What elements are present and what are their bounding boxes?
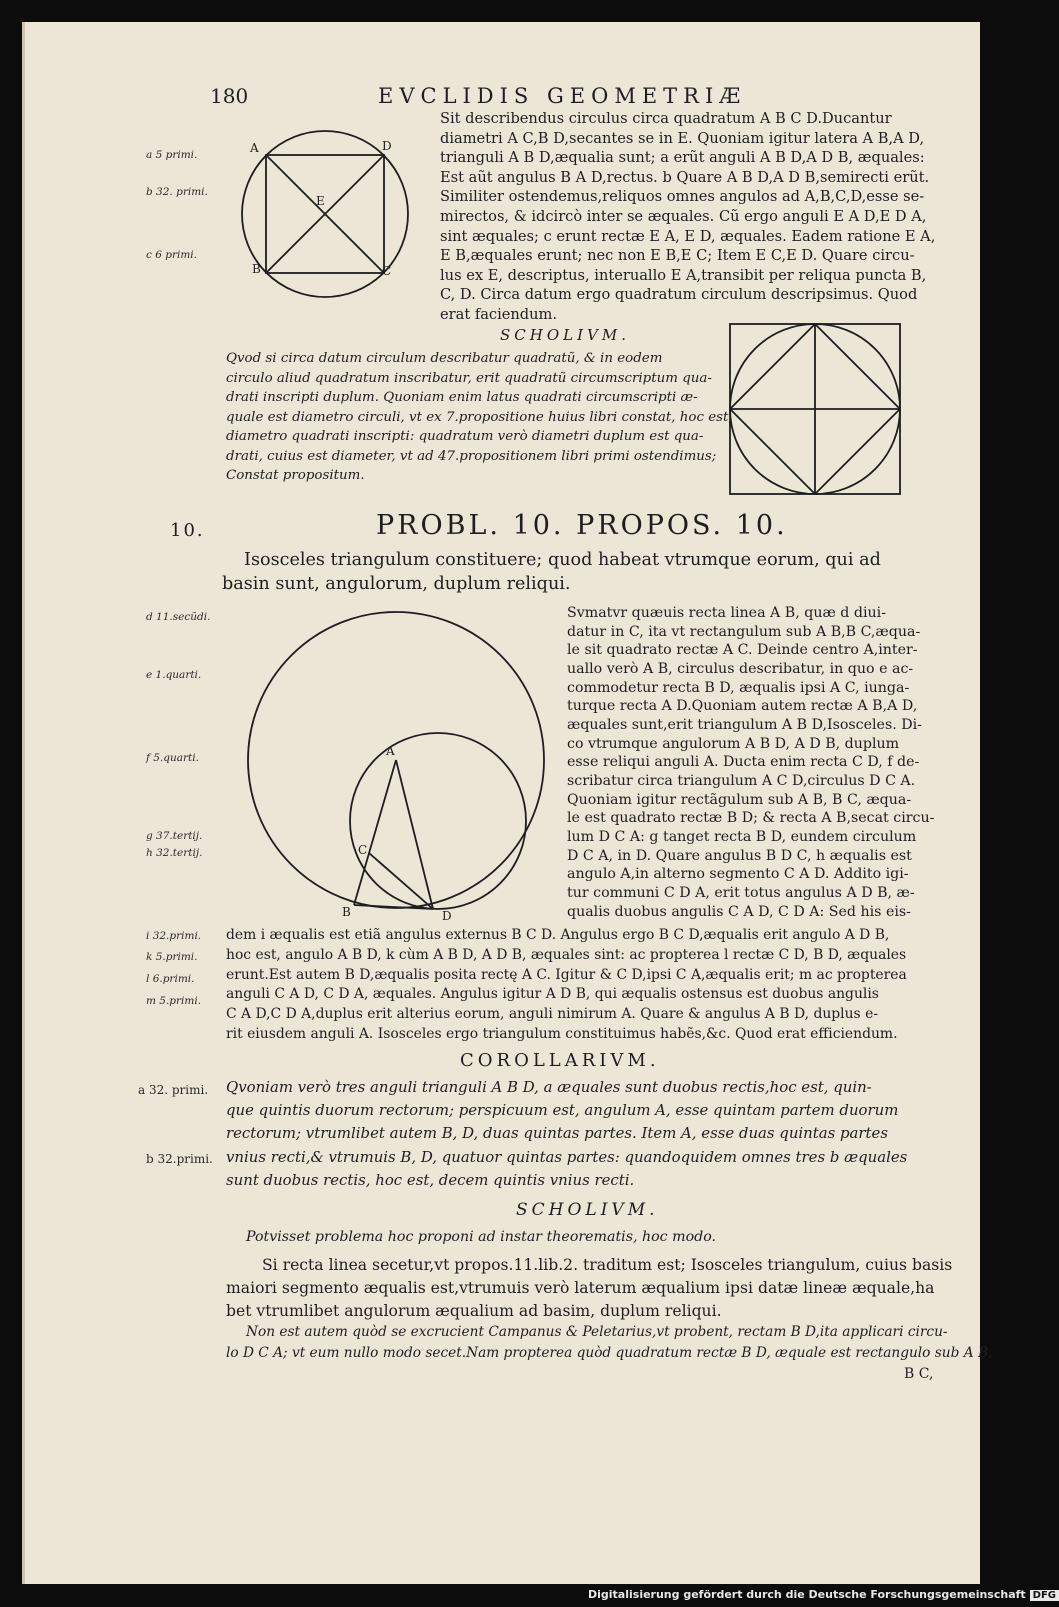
text-line: bet vtrumlibet angulorum æqualium ad basim, duplum reliqui.: [226, 1301, 722, 1320]
margin-note: b 32.primi.: [146, 1152, 213, 1166]
text-line: circulo aliud quadratum inscribatur, erit quadratũ circumscriptum qua-: [226, 370, 712, 386]
prop9-text: [440, 109, 935, 325]
margin-prop-number: 10.: [170, 520, 205, 541]
text-line: diametro quadrati inscripti: quadratum verò diametri duplum est qua-: [226, 429, 704, 444]
text-line: esse reliqui anguli A. Ducta enim recta C D, f de-: [567, 754, 920, 771]
text-line: lum D C A: g tanget recta B D, eundem circulum: [567, 828, 917, 845]
dfg-logo: DFG: [1030, 1590, 1059, 1601]
scholium2-text-cont: [226, 1277, 934, 1322]
text-line: sunt duobus rectis, hoc est, decem quintis vnius recti.: [226, 1170, 635, 1189]
scholium1-text: [226, 349, 733, 486]
text-line: diametri A C,B D,secantes se in E. Quoniam igitur latera A B,A D,: [440, 129, 925, 147]
text-line: C, D. Circa datum ergo quadratum circulum descripsimus. Quod: [440, 286, 918, 304]
figure-small-circle: [350, 733, 526, 909]
margin-note: g 37.tertij.: [146, 830, 203, 842]
point-label-a: A: [386, 744, 395, 758]
digitization-footer: [588, 1588, 1059, 1601]
page-number: 180: [210, 84, 249, 108]
text-line: Sit describendus circulus circa quadratum A B C D.Ducantur: [440, 110, 892, 127]
text-line: drati, cuius est diameter, vt ad 47.propositionem libri primi ostendimus;: [226, 448, 717, 464]
text-line: Qvod si circa datum circulum describatur quadratũ, & in eodem: [226, 351, 663, 366]
prop10-full-text: [226, 926, 907, 1045]
margin-note: c 6 primi.: [146, 249, 197, 261]
text-line: turque recta A D.Quoniam autem rectæ A B,A D,: [567, 698, 918, 715]
margin-note: h 32.tertij.: [146, 847, 203, 859]
running-title: EVCLIDIS GEOMETRIÆ: [378, 84, 747, 108]
scholium2-italic: [246, 1322, 948, 1343]
text-line: scribatur circa triangulum A C D,circulus D C A.: [567, 772, 916, 789]
point-label-e: E: [316, 194, 325, 208]
scholium-title: SCHOLIVM.: [516, 1200, 659, 1220]
text-line: Isosceles triangulum constituere; quod habeat vtrumque eorum, qui ad: [244, 550, 881, 570]
scholium2-italic-cont: [226, 1343, 992, 1364]
text-line: anguli C A D, C D A, æquales. Angulus igitur A D B, qui æqualis ostensus est duobus angulis: [226, 986, 879, 1003]
text-line: angulo A,in alterno segmento C A D. Addito igi-: [567, 866, 909, 883]
text-line: lus ex E, descriptus, interuallo E A,transibit per reliqua puncta B,: [440, 266, 927, 284]
text-line: vnius recti,& vtrumuis B, D, quatuor quintas partes: quandoquidem omnes tres b æquales: [226, 1147, 908, 1166]
text-line: le sit quadrato rectæ A C. Deinde centro A,inter-: [567, 642, 918, 659]
point-label-a: A: [250, 141, 259, 155]
enunciation-cont: [222, 572, 571, 596]
margin-note: b 32. primi.: [146, 186, 208, 198]
text-line: mirectos, & idcircò inter se æquales. Cũ ergo anguli E A D,E D A,: [440, 207, 927, 225]
corollary-title: COROLLARIVM.: [460, 1050, 660, 1071]
scholium2-text: [262, 1254, 952, 1277]
text-line: Potvisset problema hoc proponi ad instar theorematis, hoc modo.: [246, 1229, 717, 1245]
text-line: le est quadrato rectæ B D; & recta A B,secat circu-: [567, 810, 935, 827]
margin-note: m 5.primi.: [146, 995, 202, 1007]
text-line: Si recta linea secetur,vt propos.11.lib.2. traditum est; Isosceles triangulum, cuius basis: [262, 1256, 953, 1274]
text-line: que quintis duorum rectorum; perspicuum est, angulum A, esse quintam partem duorum: [226, 1101, 899, 1120]
text-line: Est aũt angulus B A D,rectus. b Quare A B D,A D B,semirecti erũt.: [440, 168, 930, 186]
text-line: drati inscripti duplum. Quoniam enim latus quadrati circumscripti æ-: [226, 390, 698, 405]
margin-note: a 32. primi.: [138, 1083, 209, 1097]
margin-note: d 11.secũdi.: [146, 611, 211, 623]
margin-note: e 1.quarti.: [146, 669, 202, 681]
point-label-c: C: [382, 264, 392, 278]
text-line: E B,æquales erunt; nec non E B,E C; Item E C,E D. Quare circu-: [440, 247, 915, 265]
text-line: rectorum; vtrumlibet autem B, D, duas quintas partes. Item A, esse duas quintas partes: [226, 1124, 888, 1143]
text-line: lo D C A; vt eum nullo modo secet.Nam propterea quòd quadratum rectæ B D, æquale est rectangulo sub A B,: [226, 1345, 993, 1361]
text-line: qualis duobus angulis C A D, C D A: Sed his eis-: [567, 903, 911, 920]
text-line: maiori segmento æqualis est,vtrumuis verò laterum æqualium ipsi datæ lineæ æquale,ha: [226, 1279, 935, 1297]
prop10-right-text: [567, 604, 934, 921]
text-line: Svmatvr quæuis recta linea A B, quæ d diui-: [567, 605, 886, 621]
text-line: basin sunt, angulorum, duplum reliqui.: [222, 574, 571, 594]
text-line: æquales sunt,erit triangulum A B D,Isosceles. Di-: [567, 716, 922, 733]
figure-squares-circle: [728, 322, 908, 502]
margin-note: l 6.primi.: [146, 973, 195, 985]
margin-note: a 5 primi.: [146, 149, 198, 161]
margin-note: i 32.primi.: [146, 930, 202, 942]
text-line: Non est autem quòd se excrucient Campanus & Peletarius,vt probent, rectam B D,ita applicari circu-: [246, 1324, 948, 1340]
text-line: Qvoniam verò tres anguli trianguli A B D, a æquales sunt duobus rectis,hoc est, quin-: [226, 1078, 872, 1096]
text-line: rit eiusdem anguli A. Isosceles ergo triangulum constituimus habẽs,&c. Quod erat efficiendum.: [226, 1025, 898, 1042]
point-label-b: B: [252, 262, 261, 276]
corollary-text: [226, 1076, 907, 1192]
point-label-d: D: [382, 139, 392, 153]
figure-circle-square: [230, 128, 430, 308]
section-heading: PROBL. 10. PROPOS. 10.: [376, 510, 788, 541]
text-line: Similiter ostendemus,reliquos omnes angulos ad A,B,C,D,esse se-: [440, 188, 925, 206]
text-line: sint æquales; c erunt rectæ E A, E D, æquales. Eadem ratione E A,: [440, 227, 936, 245]
text-line: datur in C, ita vt rectangulum sub A B,B C,æqua-: [567, 623, 921, 640]
margin-note: f 5.quarti.: [146, 752, 199, 764]
point-label-d: D: [442, 909, 452, 923]
text-line: Quoniam igitur rectãgulum sub A B, B C, æqua-: [567, 791, 912, 808]
catchword: B C,: [904, 1366, 934, 1382]
footer-text: Digitalisierung gefördert durch die Deutsche Forschungsgemeinschaft: [588, 1588, 1026, 1601]
text-line: trianguli A B D,æqualia sunt; a erũt anguli A B D,A D B, æquales:: [440, 149, 925, 167]
text-line: D C A, in D. Quare angulus B D C, h æqualis est: [567, 847, 912, 864]
text-line: Constat propositum.: [226, 468, 365, 483]
scholium-title: SCHOLIVM.: [500, 326, 630, 344]
text-line: uallo verò A B, circulus describatur, in quo e ac-: [567, 660, 914, 677]
text-line: C A D,C D A,duplus erit alterius eorum, anguli nimirum A. Quare & angulus A B D, duplus e-: [226, 1006, 879, 1023]
point-label-b: B: [342, 905, 351, 919]
text-line: quale est diametro circuli, vt ex 7.propositione huius libri constat, hoc est,: [226, 409, 733, 425]
text-line: hoc est, angulo A B D, k cùm A B D, A D B, æquales sint: ac propterea l rectæ C D, B D, æquales: [226, 946, 907, 963]
text-line: tur communi C D A, erit totus angulus A D B, æ-: [567, 884, 915, 901]
margin-note: k 5.primi.: [146, 951, 198, 963]
text-line: commodetur recta B D, æqualis ipsi A C, iunga-: [567, 679, 910, 696]
point-label-c: C: [358, 843, 368, 857]
enunciation: [244, 548, 881, 572]
text-line: erat faciendum.: [440, 305, 558, 323]
text-line: co vtrumque angulorum A B D, A D B, duplum: [567, 735, 900, 752]
text-line: erunt.Est autem B D,æqualis posita rectę A C. Igitur & C D,ipsi C A,æqualis erit; m ac propterea: [226, 966, 907, 983]
text-line: dem i æqualis est etiã angulus externus B C D. Angulus ergo B C D,æqualis erit angulo A D B,: [226, 927, 890, 943]
figure-isosceles-triangle: [246, 610, 556, 923]
